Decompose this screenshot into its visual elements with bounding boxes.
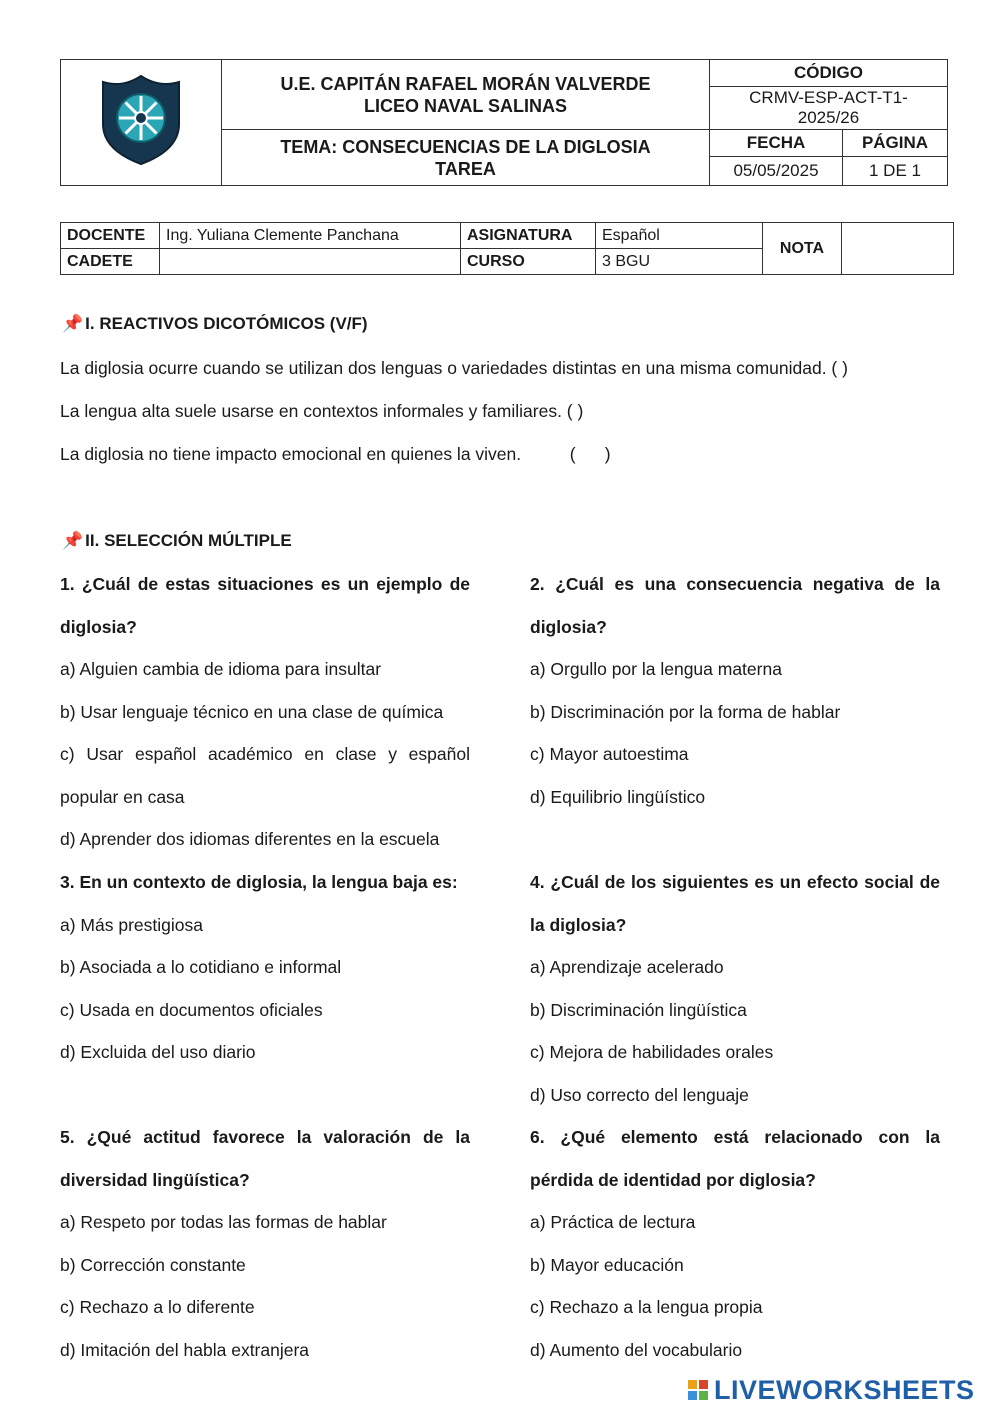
liveworksheets-brand: LIVEWORKSHEETS — [714, 1374, 975, 1405]
question-4-option-d[interactable]: d) Uso correcto del lenguaje — [530, 1084, 749, 1105]
question-2-option-d[interactable]: d) Equilibrio lingüístico — [530, 786, 706, 807]
docente-label: DOCENTE — [61, 223, 160, 249]
true-false-item-2[interactable]: La lengua alta suele usarse en contextos informales y familiares. ( ) — [60, 401, 584, 421]
question-6-option-b[interactable]: b) Mayor educación — [530, 1254, 684, 1275]
curso-value: 3 BGU — [596, 249, 763, 275]
curso-label: CURSO — [461, 249, 596, 275]
question-5-block — [60, 1116, 470, 1371]
logo-square — [688, 1391, 697, 1400]
liveworksheets-logo-icon — [688, 1380, 708, 1400]
question-4-block — [530, 861, 940, 1116]
logo-square — [688, 1380, 697, 1389]
tema-cell — [222, 130, 710, 186]
question-3-text: 3. En un contexto de diglosia, la lengua baja es: — [60, 872, 458, 892]
header-table — [60, 59, 948, 186]
naval-shield-icon — [99, 74, 183, 166]
docente-value: Ing. Yuliana Clemente Panchana — [160, 223, 461, 249]
codigo-label: CÓDIGO — [710, 60, 948, 87]
question-5-option-c[interactable]: c) Rechazo a lo diferente — [60, 1297, 255, 1317]
question-6-option-c[interactable]: c) Rechazo a la lengua propia — [530, 1297, 763, 1317]
fecha-cell — [710, 130, 843, 186]
logo-square — [699, 1380, 708, 1389]
section2-heading — [62, 531, 292, 551]
fecha-label: FECHA — [710, 130, 842, 157]
question-1-block — [60, 563, 470, 861]
pagina-cell — [843, 130, 948, 186]
question-5-option-b[interactable]: b) Corrección constante — [60, 1254, 246, 1275]
question-2-text: 2. ¿Cuál es una consecuencia negativa de la diglosia? — [530, 574, 940, 637]
school-name-line1: U.E. CAPITÁN RAFAEL MORÁN VALVERDE — [280, 73, 651, 94]
school-name-line2: LICEO NAVAL SALINAS — [363, 95, 567, 116]
student-info-table — [60, 222, 954, 275]
question-6-block — [530, 1116, 940, 1371]
nota-label: NOTA — [763, 223, 842, 275]
pushpin-icon: 📌 — [62, 314, 84, 333]
question-4-option-c[interactable]: c) Mejora de habilidades orales — [530, 1042, 774, 1062]
section1-title: I. REACTIVOS DICOTÓMICOS (V/F) — [85, 314, 368, 333]
cadete-label: CADETE — [61, 249, 160, 275]
question-4-option-b[interactable]: b) Discriminación lingüística — [530, 999, 747, 1020]
section2-title: II. SELECCIÓN MÚLTIPLE — [85, 531, 292, 550]
question-5-option-d[interactable]: d) Imitación del habla extranjera — [60, 1339, 310, 1360]
question-6-option-a[interactable]: a) Práctica de lectura — [530, 1212, 696, 1232]
question-5-text: 5. ¿Qué actitud favorece la valoración de la diversidad lingüística? — [60, 1127, 470, 1190]
question-5-option-a[interactable]: a) Respeto por todas las formas de hablar — [60, 1212, 387, 1232]
tema-subtitle: TAREA — [435, 158, 496, 179]
question-6-option-d[interactable]: d) Aumento del vocabulario — [530, 1339, 743, 1360]
pushpin-icon: 📌 — [62, 531, 84, 550]
true-false-item-1[interactable]: La diglosia ocurre cuando se utilizan dos lenguas o variedades distintas en una misma comunidad. ( ) — [60, 358, 848, 378]
question-3-option-c[interactable]: c) Usada en documentos oficiales — [60, 999, 323, 1020]
section1-heading — [62, 314, 368, 334]
question-1-text: 1. ¿Cuál de estas situaciones es un ejemplo de diglosia? — [60, 574, 470, 637]
school-name — [222, 60, 710, 130]
pagina-label: PÁGINA — [843, 130, 947, 157]
true-false-item-3[interactable]: La diglosia no tiene impacto emocional en quienes la viven. ( ) — [60, 444, 611, 464]
cadete-field[interactable] — [160, 249, 461, 275]
question-2-option-a[interactable]: a) Orgullo por la lengua materna — [530, 659, 782, 679]
asignatura-label: ASIGNATURA — [461, 223, 596, 249]
nota-field[interactable] — [842, 223, 954, 275]
question-1-option-a[interactable]: a) Alguien cambia de idioma para insultar — [60, 659, 382, 679]
question-6-text: 6. ¿Qué elemento está relacionado con la pérdida de identidad por diglosia? — [530, 1127, 940, 1190]
tema-title: TEMA: CONSECUENCIAS DE LA DIGLOSIA — [280, 136, 651, 157]
asignatura-value: Español — [596, 223, 763, 249]
question-1-option-b[interactable]: b) Usar lenguaje técnico en una clase de química — [60, 701, 444, 722]
question-2-option-c[interactable]: c) Mayor autoestima — [530, 744, 689, 764]
liveworksheets-watermark — [688, 1372, 975, 1408]
question-3-option-a[interactable]: a) Más prestigiosa — [60, 914, 203, 935]
question-4-option-a[interactable]: a) Aprendizaje acelerado — [530, 957, 724, 977]
question-1-option-c[interactable]: c) Usar español académico en clase y español popular en casa — [60, 744, 470, 807]
codigo-value: CRMV-ESP-ACT-T1-2025/26 — [710, 87, 948, 130]
question-3-option-d[interactable]: d) Excluida del uso diario — [60, 1042, 256, 1062]
question-1-option-d[interactable]: d) Aprender dos idiomas diferentes en la escuela — [60, 829, 440, 849]
question-4-text: 4. ¿Cuál de los siguientes es un efecto social de la diglosia? — [530, 872, 940, 935]
fecha-value: 05/05/2025 — [733, 161, 819, 180]
question-3-option-b[interactable]: b) Asociada a lo cotidiano e informal — [60, 957, 342, 977]
school-logo — [61, 60, 222, 186]
question-3-block — [60, 861, 470, 1074]
question-2-block — [530, 563, 940, 818]
pagina-value: 1 DE 1 — [869, 161, 921, 180]
question-2-option-b[interactable]: b) Discriminación por la forma de hablar — [530, 701, 841, 722]
logo-square — [699, 1391, 708, 1400]
